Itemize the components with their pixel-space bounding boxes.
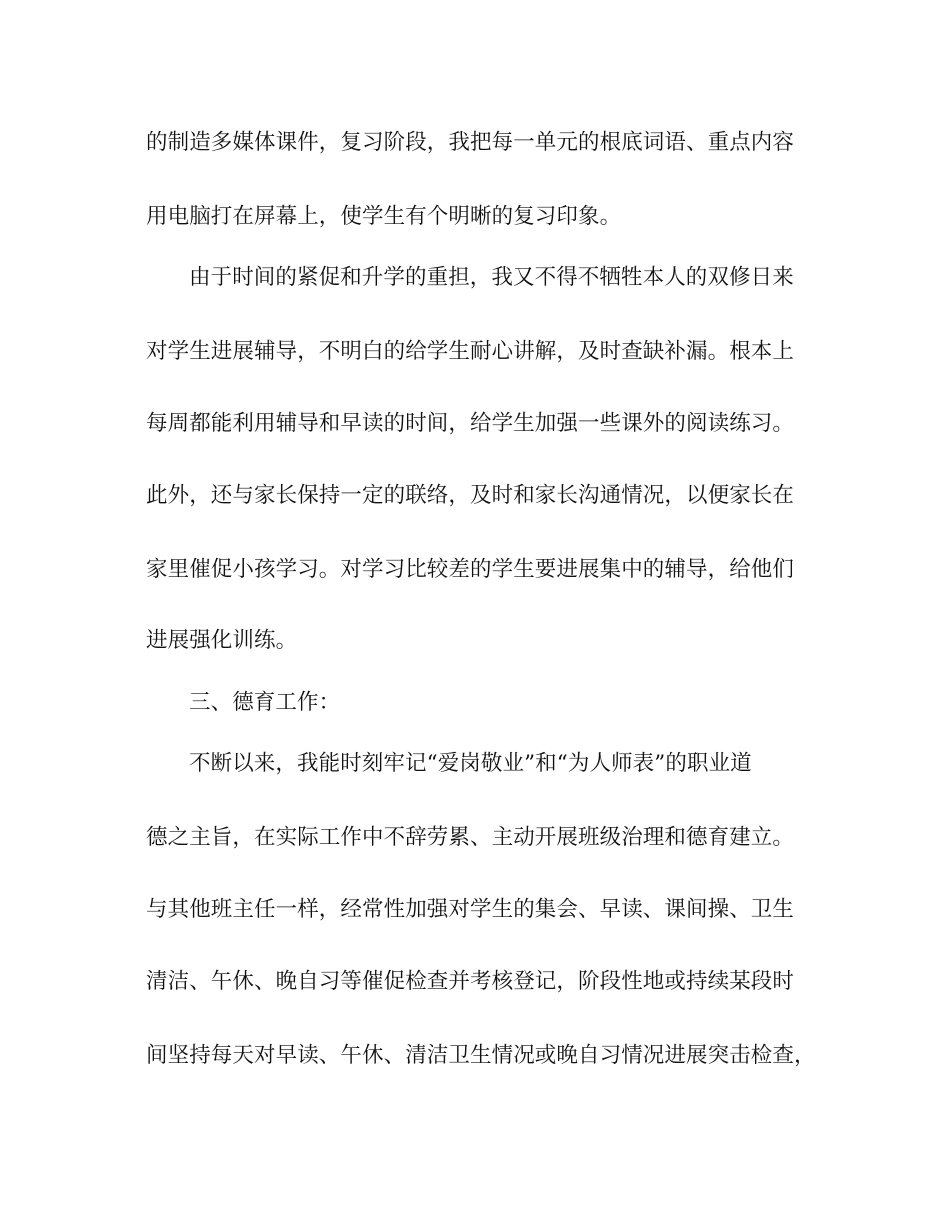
text-line: 清洁、午休、晚自习等催促检查并考核登记，阶段性地或持续某段时 [146, 969, 795, 994]
text-line: 家里催促小孩学习。对学习比较差的学生要进展集中的辅导，给他们 [146, 557, 795, 582]
text-line: 进展强化训练。 [146, 628, 298, 653]
section-heading: 三、德育工作： [189, 690, 341, 715]
text-line: 德之主旨，在实际工作中不辞劳累、主动开展班级治理和德育建立。 [146, 825, 795, 850]
text-line: 对学生进展辅导，不明白的给学生耐心讲解，及时查缺补漏。根本上 [146, 339, 795, 364]
paragraph-start-line: 不断以来，我能时刻牢记“爱岗敬业”和“为人师表”的职业道 [189, 751, 752, 776]
text-line: 每周都能利用辅导和早读的时间，给学生加强一些课外的阅读练习。 [146, 411, 795, 436]
text-line: 与其他班主任一样，经常性加强对学生的集会、早读、课间操、卫生 [146, 897, 795, 922]
text-line: 此外，还与家长保持一定的联络，及时和家长沟通情况，以便家长在 [146, 483, 795, 508]
text-line: 间坚持每天对早读、午休、清洁卫生情况或晚自习情况进展突击检查， [146, 1043, 816, 1068]
text-line: 用电脑打在屏幕上，使学生有个明晰的复习印象。 [146, 204, 622, 229]
paragraph-start-line: 由于时间的紧促和升学的重担，我又不得不牺牲本人的双修日来 [189, 265, 794, 290]
text-line: 的制造多媒体课件，复习阶段，我把每一单元的根底词语、重点内容 [146, 130, 795, 155]
